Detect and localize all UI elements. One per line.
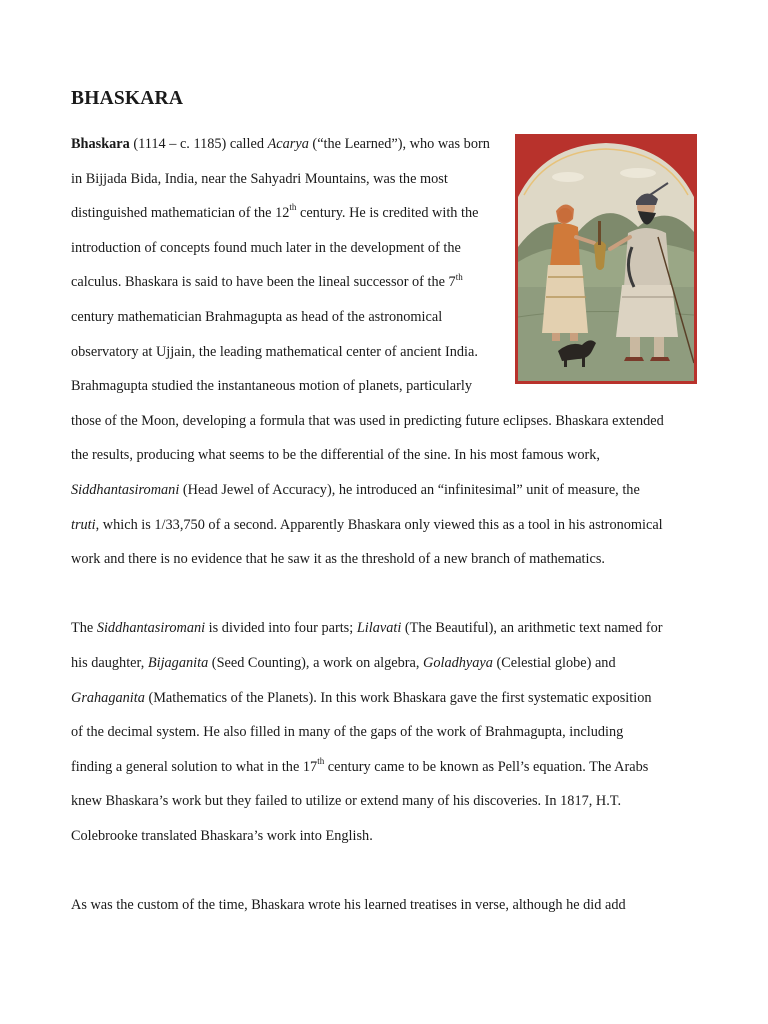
text-run: (“the Learned”), who was born xyxy=(308,136,490,152)
text-run: century. He is credited with the xyxy=(296,205,479,222)
text-run: is divided into four parts; xyxy=(205,620,357,637)
text-line xyxy=(71,169,448,189)
text-run: observatory at Ujjain, the leading mathematical center of ancient India. xyxy=(71,343,478,360)
text-line xyxy=(71,618,663,638)
superscript: th xyxy=(455,271,463,282)
italic-text: Grahaganita xyxy=(71,689,145,706)
italic-text: Acarya xyxy=(267,136,309,152)
text-run: Brahmagupta studied the instantaneous motion of planets, particularly xyxy=(71,378,473,395)
text-run: finding a general solution to what in the 17 xyxy=(71,758,318,775)
text-line xyxy=(71,895,626,915)
text-line xyxy=(71,653,616,673)
superscript: th xyxy=(317,756,325,767)
superscript: th xyxy=(289,202,297,213)
text-line xyxy=(71,757,648,777)
text-line xyxy=(71,515,663,535)
text-run: As was the custom of the time, Bhaskara wrote his learned treatises in verse, although he did add xyxy=(71,897,626,914)
text-run: (1114 – c. 1185) called xyxy=(129,136,268,152)
text-run: calculus. Bhaskara is said to have been the lineal successor of the 7 xyxy=(71,274,456,291)
text-line xyxy=(71,307,442,327)
text-run: (Mathematics of the Planets). In this work Bhaskara gave the first systematic exposition xyxy=(144,689,652,706)
text-run: those of the Moon, developing a formula that was used in predicting future eclipses. Bhaskara extended xyxy=(71,412,664,429)
text-run: century came to be known as Pell’s equation. The Arabs xyxy=(324,758,649,775)
text-run: (The Beautiful), an arithmetic text named for xyxy=(401,620,663,637)
text-run: (Head Jewel of Accuracy), he introduced an “infinitesimal” unit of measure, the xyxy=(179,482,640,498)
bhaskara-painting xyxy=(515,134,697,384)
text-run: distinguished mathematician of the 12 xyxy=(71,205,290,222)
text-line xyxy=(71,134,490,154)
text-line xyxy=(71,411,664,431)
italic-text: Bijaganita xyxy=(147,655,209,671)
page-title: BHASKARA xyxy=(71,88,184,109)
bold-text: Bhaskara xyxy=(71,136,130,152)
text-line xyxy=(71,445,600,465)
text-line xyxy=(71,688,652,708)
italic-text: Goladhyaya xyxy=(423,655,493,671)
text-line xyxy=(71,791,621,811)
text-run: of the decimal system. He also filled in many of the gaps of the work of Brahmagupta, including xyxy=(71,724,624,741)
text-line xyxy=(71,826,373,846)
text-run: Colebrooke translated Bhaskara’s work into English. xyxy=(71,828,373,844)
text-line xyxy=(71,376,472,396)
text-run: his daughter, xyxy=(71,655,148,671)
text-run: The xyxy=(71,620,97,637)
italic-text: truti xyxy=(71,516,96,533)
text-line xyxy=(71,480,640,500)
text-run: the results, producing what seems to be the differential of the sine. In his most famous work, xyxy=(71,447,601,464)
text-run: , which is 1/33,750 of a second. Apparently Bhaskara only viewed this as a tool in his astronomical xyxy=(95,516,663,533)
italic-text: Siddhantasiromani xyxy=(71,482,180,498)
text-line xyxy=(71,203,479,223)
italic-text: Siddhantasiromani xyxy=(96,620,206,637)
text-run: century mathematician Brahmagupta as head of the astronomical xyxy=(71,309,443,325)
text-run: (Seed Counting), a work on algebra, xyxy=(208,655,424,671)
text-line xyxy=(71,549,605,569)
text-run: work and there is no evidence that he saw it as the threshold of a new branch of mathematics. xyxy=(71,551,605,568)
text-line xyxy=(71,272,463,292)
text-run: knew Bhaskara’s work but they failed to utilize or extend many of his discoveries. In 1817, H.T. xyxy=(71,793,622,810)
text-run: (Celestial globe) and xyxy=(492,655,616,671)
text-run: introduction of concepts found much later in the development of the xyxy=(71,239,461,256)
text-run: in Bijjada Bida, India, near the Sahyadri Mountains, was the most xyxy=(71,170,448,187)
text-line xyxy=(71,722,623,742)
text-line xyxy=(71,342,478,362)
italic-text: Lilavati xyxy=(356,620,402,637)
text-line xyxy=(71,238,461,258)
